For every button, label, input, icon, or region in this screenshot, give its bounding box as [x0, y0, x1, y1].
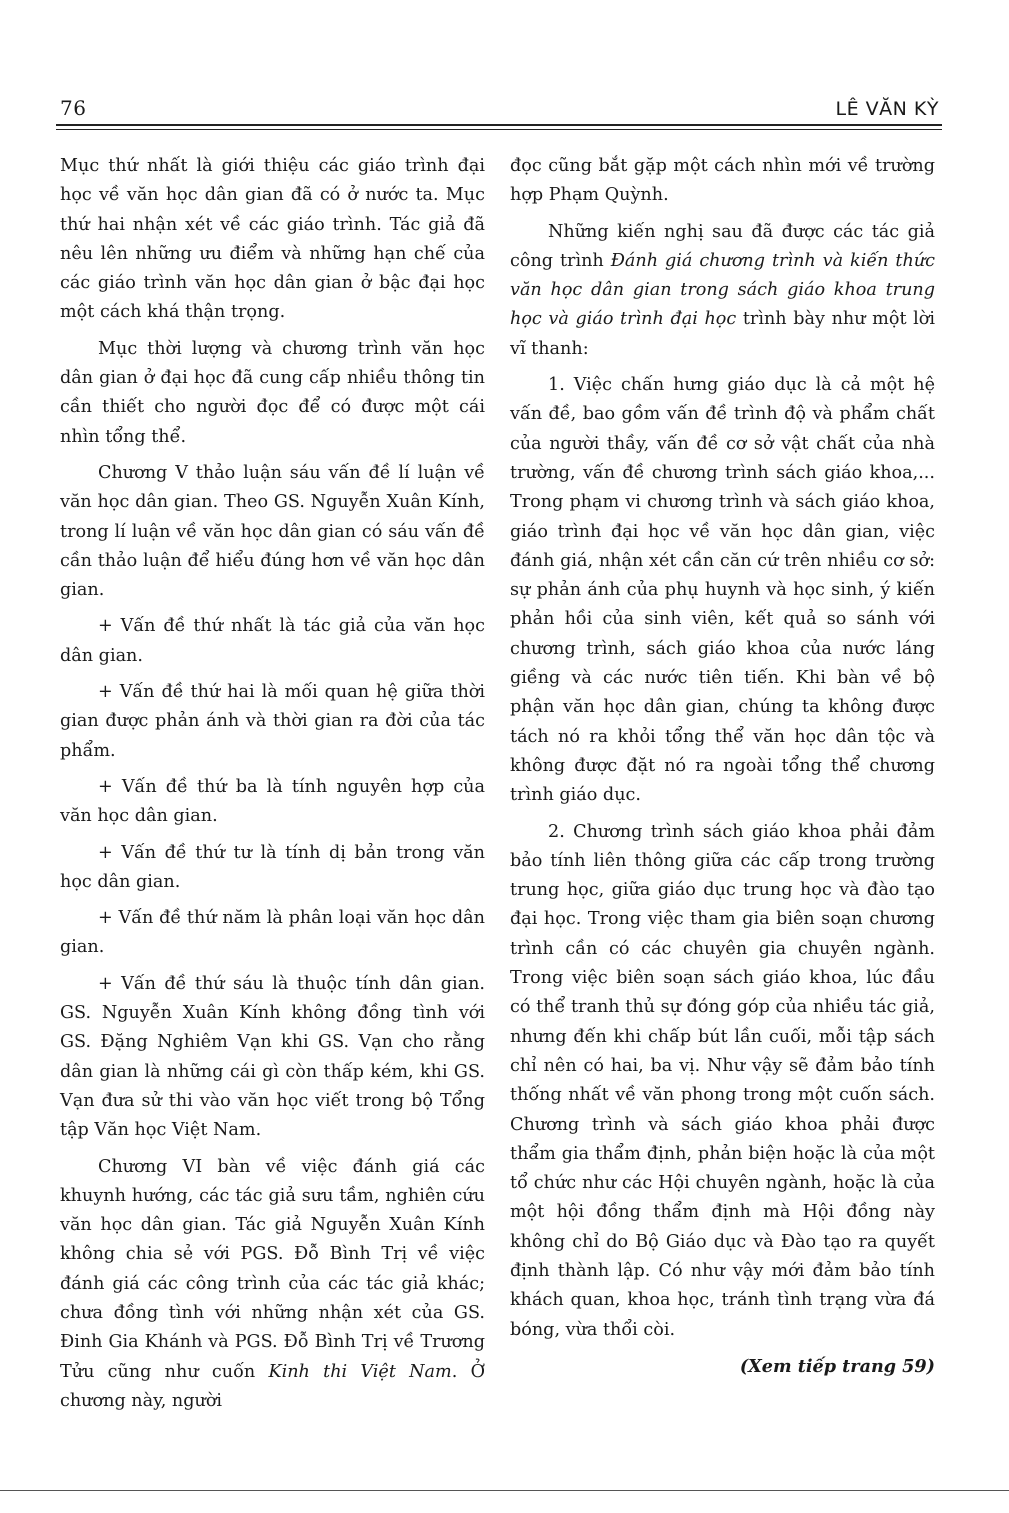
paragraph: + Vấn đề thứ hai là mối quan hệ giữa thời gian được phản ánh và thời gian ra đời của tác phẩm.: [60, 682, 485, 761]
paragraph: + Vấn đề thứ năm là phân loại văn học dân gian.: [60, 908, 485, 958]
paragraph: [510, 218, 935, 364]
paragraph: + Vấn đề thứ nhất là tác giả của văn học dân gian.: [60, 616, 485, 666]
bottom-rule: [0, 1490, 1009, 1491]
paragraph-text: . Ở chương này, người: [60, 1361, 485, 1411]
paragraph-text: Những kiến nghị sau đã được các tác giả công trình: [510, 221, 935, 271]
paragraph: + Vấn đề thứ ba là tính nguyên hợp của văn học dân gian.: [60, 776, 485, 827]
paragraph: Mục thời lượng và chương trình văn học dân gian ở đại học đã cung cấp nhiều thông tin cần thiết cho người đọc để có được một cái nhìn tổng thể.: [60, 338, 485, 447]
paragraph: đọc cũng bắt gặp một cách nhìn mới về trường hợp Phạm Quỳnh.: [510, 156, 935, 206]
left-column: [60, 152, 485, 1423]
paragraph: [60, 1153, 485, 1417]
paragraph-text: Chương VI bàn về việc đánh giá các khuynh hướng, các tác giả sưu tầm, nghiên cứu văn học dân gian. Tác giả Nguyễn Xuân Kính không chia sẻ với PGS. Đỗ Bình Trị về việc đánh giá các công trình của các tác giả khác; chưa đồng tình với những nhận xét của GS. Đinh Gia Khánh và PGS. Đỗ Bình Trị về Trương Tửu cũng như cuốn: [60, 1156, 485, 1382]
paragraph: + Vấn đề thứ tư là tính dị bản trong văn học dân gian.: [60, 842, 485, 892]
page-number: 76: [60, 96, 87, 120]
running-head: LÊ VĂN KỲ: [835, 98, 939, 120]
right-column: [510, 152, 935, 1388]
paragraph: 1. Việc chấn hưng giáo dục là cả một hệ vấn đề, bao gồm vấn đề trình độ và phẩm chất của người thầy, vấn đề cơ sở vật chất của nhà trường, vấn đề chương trình sách giáo khoa,... Trong phạm vi chương trình và sách giáo khoa, giáo trình đại học về văn học dân gian, việc đánh giá, nhận xét cần căn cứ trên nhiều cơ sở: sự phản ánh của phụ huynh và học sinh, ý kiến phản hồi của sinh viên, kết quả so sánh với chương trình, sách giáo khoa của nước láng giềng và các nước tiên tiến. Khi bàn về bộ phận văn học dân gian, chúng ta không được tách nó ra khỏi tổng thể văn học dân tộc và không được đặt nó ra ngoài tổng thể chương trình giáo dục.: [510, 375, 935, 806]
continuation-note: (Xem tiếp trang 59): [739, 1355, 935, 1377]
paragraph: 2. Chương trình sách giáo khoa phải đảm bảo tính liên thông giữa các cấp trong trường trung học, giữa giáo dục trung học và đào tạo đại học. Trong việc tham gia biên soạn chương trình cần có các chuyên gia chuyên ngành. Trong việc biên soạn sách giáo khoa, lúc đầu có thể tranh thủ sự đóng góp của nhiều tác giả, nhưng đến khi chấp bút lần cuối, mỗi tập sách chỉ nên có hai, ba vị. Như vậy sẽ đảm bảo tính thống nhất về văn phong trong một cuốn sách. Chương trình và sách giáo khoa phải được thẩm gia thẩm định, phản biện hoặc là của một tổ chức như các Hội chuyên ngành, hoặc là của một hội đồng thẩm định mà Hội đồng này không chỉ do Bộ Giáo dục và Đào tạo ra quyết định thành lập. Có như vậy mới đảm bảo tính khách quan, khoa học, tránh tình trạng vừa đá bóng, vừa thổi còi.: [510, 821, 935, 1340]
paragraph: Chương V thảo luận sáu vấn đề lí luận về văn học dân gian. Theo GS. Nguyễn Xuân Kính, trong lí luận về văn học dân gian có sáu vấn đề cần thảo luận để hiểu đúng hơn về văn học dân gian.: [60, 462, 485, 601]
header-rule-thick: [56, 124, 942, 126]
paragraph: Mục thứ nhất là giới thiệu các giáo trình đại học về văn học dân gian đã có ở nước ta. Mục thứ hai nhận xét về các giáo trình. Tác giả đã nêu lên những ưu điểm và những hạn chế của các giáo trình văn học dân gian ở bậc đại học một cách khá thận trọng.: [60, 156, 485, 323]
paragraph-text: trình bày như một lời vĩ thanh:: [510, 309, 935, 359]
book-title: Kinh thi Việt Nam: [268, 1361, 452, 1382]
paragraph: + Vấn đề thứ sáu là thuộc tính dân gian. GS. Nguyễn Xuân Kính không đồng tình với GS. Đặng Nghiêm Vạn khi GS. Vạn cho rằng dân gian là những cái gì còn thấp kém, khi GS. Vạn đưa sử thi vào văn học viết trong bộ Tổng tập Văn học Việt Nam.: [60, 973, 485, 1141]
work-title: Đánh giá chương trình và kiến thức văn học dân gian trong sách giáo khoa trung học và giáo trình đại học: [510, 250, 936, 330]
header-rule-thin: [56, 129, 942, 130]
